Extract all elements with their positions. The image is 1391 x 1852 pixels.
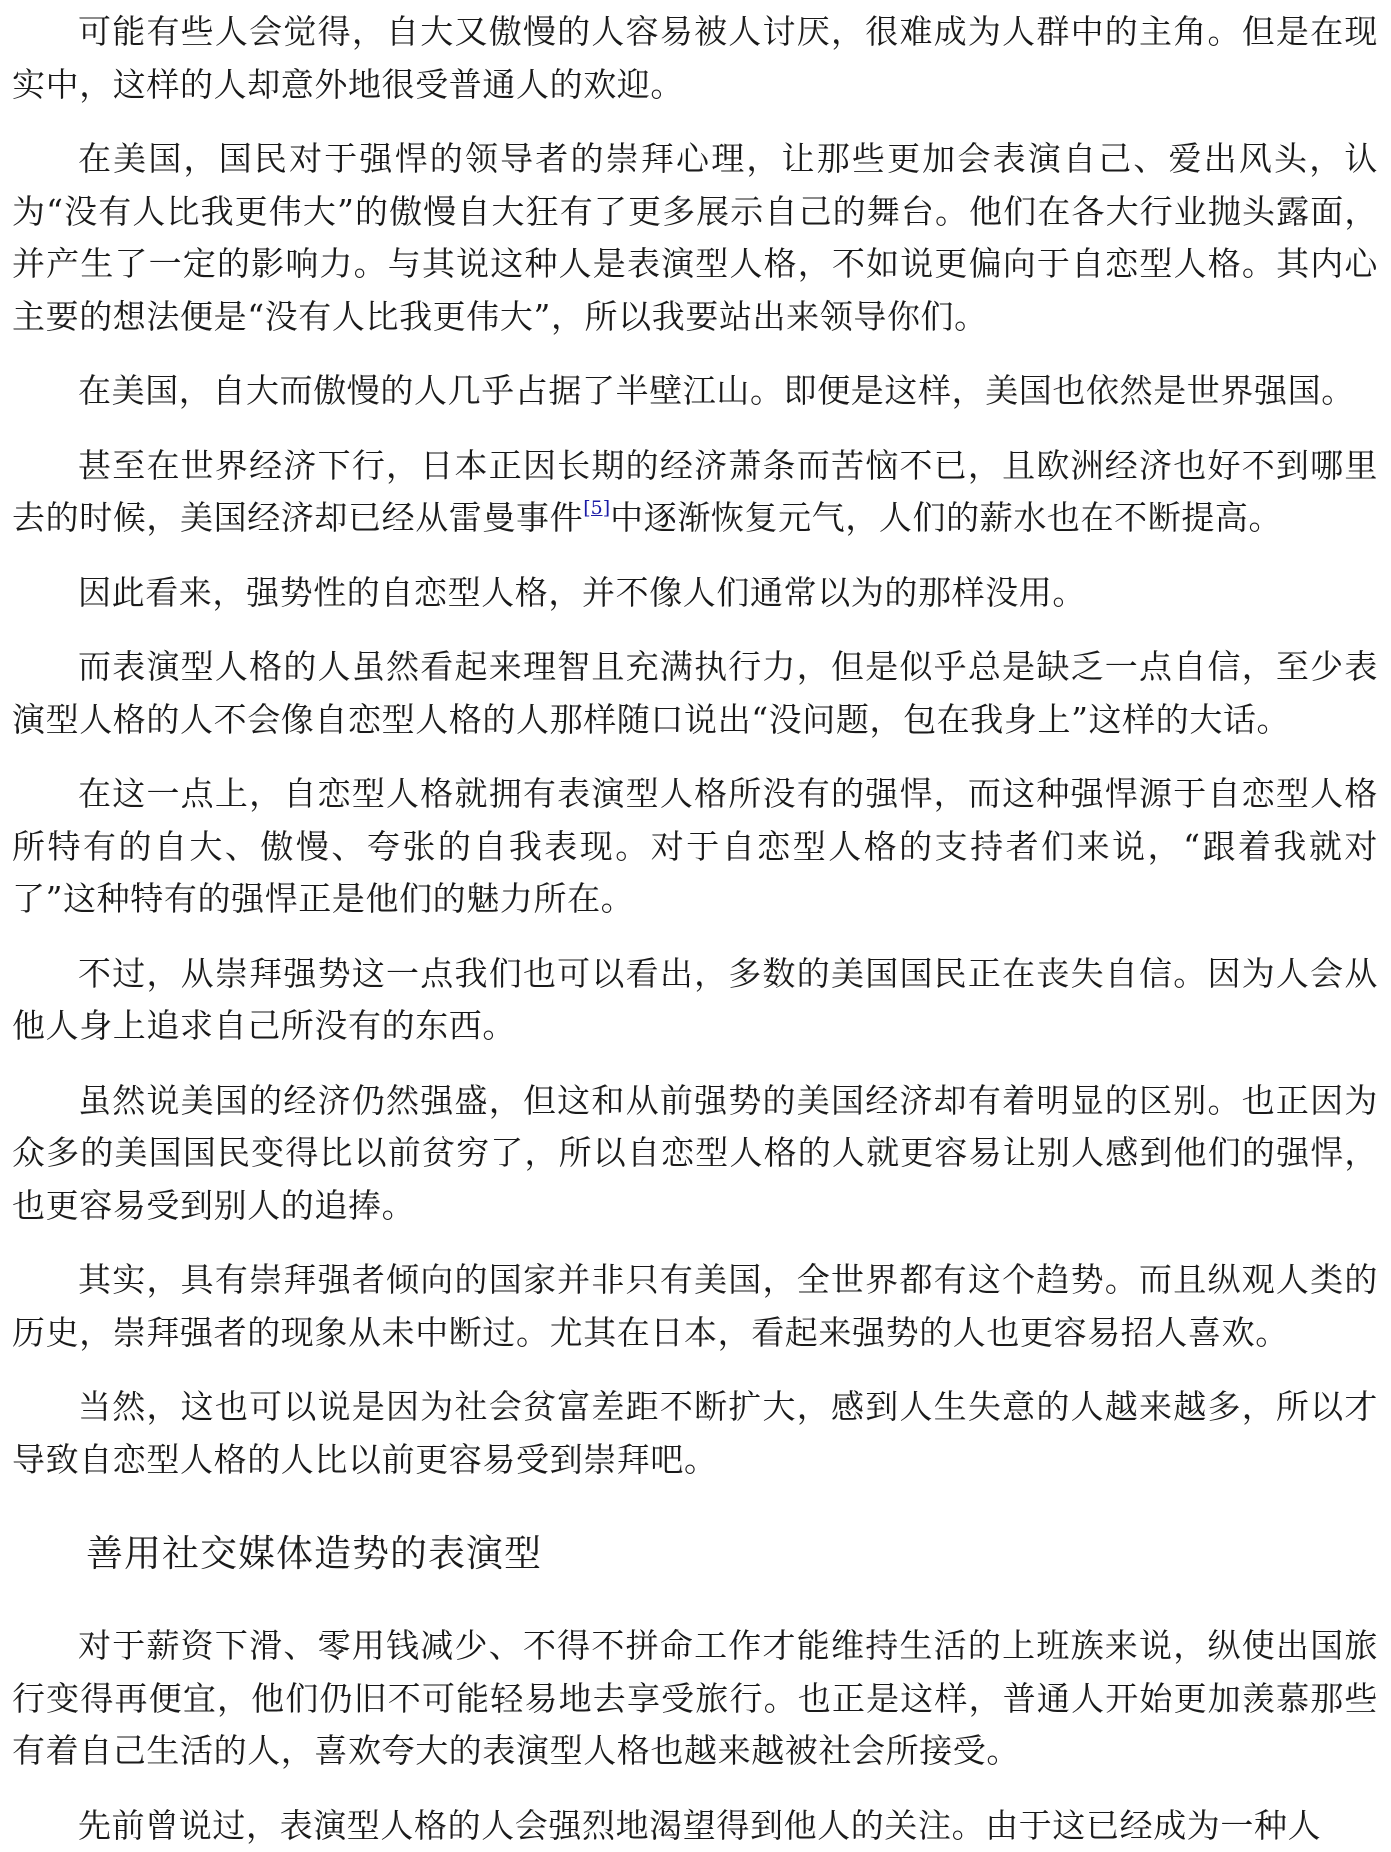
paragraph: 虽然说美国的经济仍然强盛，但这和从前强势的美国经济却有着明显的区别。也正因为众多的美国国民变得比以前贫穷了，所以自恋型人格的人就更容易让别人感到他们的强悍，也更容易受到别人的追捧。	[12, 1075, 1378, 1233]
paragraph: 其实，具有崇拜强者倾向的国家并非只有美国，全世界都有这个趋势。而且纵观人类的历史，崇拜强者的现象从未中断过。尤其在日本，看起来强势的人也更容易招人喜欢。	[12, 1254, 1378, 1359]
paragraph-with-footnote	[12, 440, 1378, 545]
paragraph: 可能有些人会觉得，自大又傲慢的人容易被人讨厌，很难成为人群中的主角。但是在现实中，这样的人却意外地很受普通人的欢迎。	[12, 6, 1378, 111]
section-heading: 善用社交媒体造势的表演型	[12, 1528, 1378, 1580]
paragraph-text: 中逐渐恢复元气，人们的薪水也在不断提高。	[610, 498, 1282, 537]
paragraph: 对于薪资下滑、零用钱减少、不得不拼命工作才能维持生活的上班族来说，纵使出国旅行变得再便宜，他们仍旧不可能轻易地去享受旅行。也正是这样，普通人开始更加羡慕那些有着自己生活的人，喜欢夸大的表演型人格也越来越被社会所接受。	[12, 1620, 1378, 1778]
paragraph: 当然，这也可以说是因为社会贫富差距不断扩大，感到人生失意的人越来越多，所以才导致自恋型人格的人比以前更容易受到崇拜吧。	[12, 1381, 1378, 1486]
footnote-link[interactable]: [5]	[583, 497, 610, 519]
paragraph: 而表演型人格的人虽然看起来理智且充满执行力，但是似乎总是缺乏一点自信，至少表演型人格的人不会像自恋型人格的人那样随口说出“没问题，包在我身上”这样的大话。	[12, 641, 1378, 746]
document-page	[12, 6, 1378, 1852]
paragraph-text: 甚至在世界经济下行，日本正因长期的经济萧条而苦恼不已，且欧洲经济也好不到哪里去的时候，美国经济却已经从雷曼事件	[12, 446, 1378, 538]
paragraph: 在这一点上，自恋型人格就拥有表演型人格所没有的强悍，而这种强悍源于自恋型人格所特有的自大、傲慢、夸张的自我表现。对于自恋型人格的支持者们来说，“跟着我就对了”这种特有的强悍正是他们的魅力所在。	[12, 768, 1378, 926]
paragraph: 不过，从崇拜强势这一点我们也可以看出，多数的美国国民正在丧失自信。因为人会从他人身上追求自己所没有的东西。	[12, 948, 1378, 1053]
paragraph: 在美国，自大而傲慢的人几乎占据了半壁江山。即便是这样，美国也依然是世界强国。	[12, 365, 1378, 418]
paragraph: 先前曾说过，表演型人格的人会强烈地渴望得到他人的关注。由于这已经成为一种人	[12, 1800, 1378, 1852]
paragraph: 在美国，国民对于强悍的领导者的崇拜心理，让那些更加会表演自己、爱出风头，认为“没有人比我更伟大”的傲慢自大狂有了更多展示自己的舞台。他们在各大行业抛头露面，并产生了一定的影响力。与其说这种人是表演型人格，不如说更偏向于自恋型人格。其内心主要的想法便是“没有人比我更伟大”，所以我要站出来领导你们。	[12, 133, 1378, 343]
paragraph: 因此看来，强势性的自恋型人格，并不像人们通常以为的那样没用。	[12, 567, 1378, 620]
